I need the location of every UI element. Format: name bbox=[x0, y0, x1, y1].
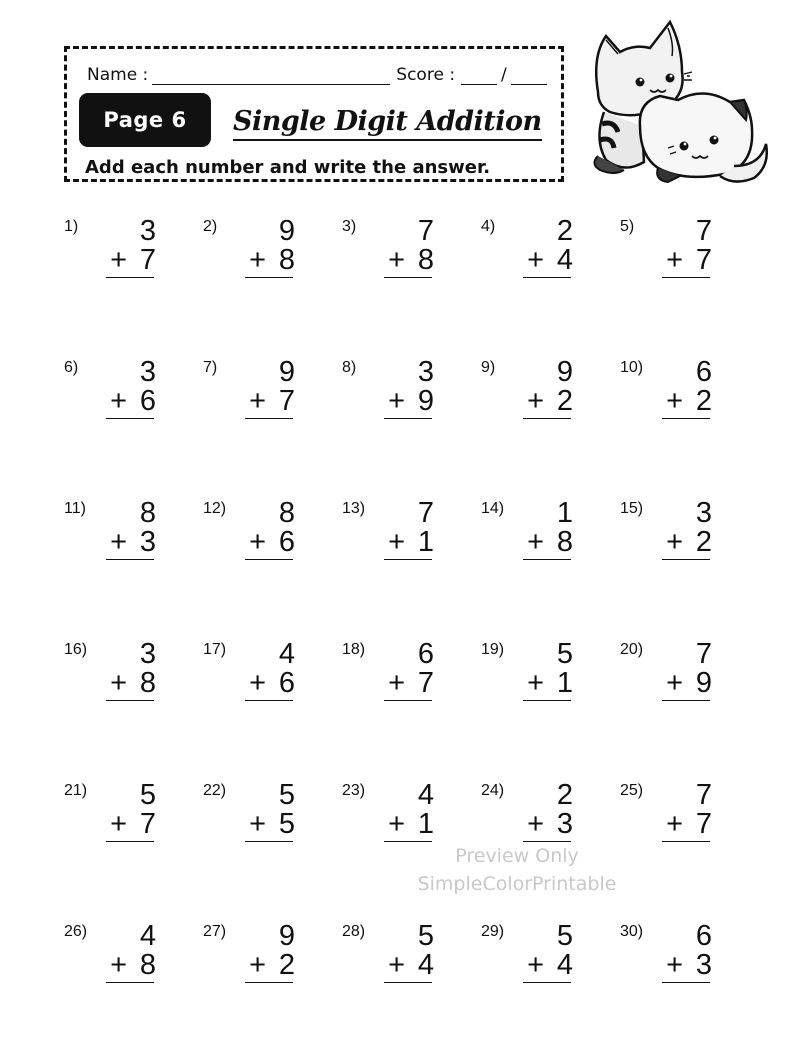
problem-number: 28) bbox=[342, 923, 366, 940]
plus-sign: + bbox=[388, 385, 405, 417]
name-blank[interactable] bbox=[152, 66, 390, 85]
answer-line[interactable] bbox=[662, 700, 710, 701]
addition-problem bbox=[481, 496, 621, 576]
score-slash: / bbox=[501, 65, 507, 85]
top-addend: 8 bbox=[278, 497, 295, 529]
problem-number: 21) bbox=[64, 782, 88, 799]
addition-problem bbox=[620, 919, 760, 999]
plus-sign: + bbox=[527, 526, 544, 558]
bottom-addend: 6 bbox=[278, 526, 295, 558]
problem-number: 24) bbox=[481, 782, 505, 799]
watermark-line-2: SimpleColorPrintable bbox=[417, 873, 617, 895]
plus-sign: + bbox=[527, 949, 544, 981]
addition-problem bbox=[203, 637, 343, 717]
plus-sign: + bbox=[666, 385, 683, 417]
score-total-blank[interactable] bbox=[511, 66, 547, 85]
answer-line[interactable] bbox=[523, 559, 571, 560]
bottom-addend: 7 bbox=[278, 385, 295, 417]
problem-number: 2) bbox=[203, 218, 218, 235]
score-label: Score : bbox=[396, 65, 456, 85]
addition-problem bbox=[481, 355, 621, 435]
addition-problem bbox=[64, 496, 204, 576]
instructions: Add each number and write the answer. bbox=[85, 157, 491, 178]
answer-line[interactable] bbox=[106, 841, 154, 842]
top-addend: 2 bbox=[556, 779, 573, 811]
addition-problem bbox=[64, 355, 204, 435]
plus-sign: + bbox=[666, 526, 683, 558]
top-addend: 3 bbox=[417, 356, 434, 388]
problem-number: 9) bbox=[481, 359, 496, 376]
top-addend: 3 bbox=[139, 638, 156, 670]
addition-problem bbox=[203, 496, 343, 576]
plus-sign: + bbox=[527, 667, 544, 699]
top-addend: 9 bbox=[278, 920, 295, 952]
answer-line[interactable] bbox=[662, 418, 710, 419]
top-addend: 4 bbox=[417, 779, 434, 811]
top-addend: 7 bbox=[417, 497, 434, 529]
plus-sign: + bbox=[527, 385, 544, 417]
top-addend: 9 bbox=[556, 356, 573, 388]
bottom-addend: 7 bbox=[139, 244, 156, 276]
bottom-addend: 4 bbox=[417, 949, 434, 981]
problem-number: 1) bbox=[64, 218, 79, 235]
bottom-addend: 5 bbox=[278, 808, 295, 840]
bottom-addend: 6 bbox=[278, 667, 295, 699]
answer-line[interactable] bbox=[523, 418, 571, 419]
addition-problem bbox=[481, 214, 621, 294]
bottom-addend: 8 bbox=[417, 244, 434, 276]
plus-sign: + bbox=[666, 949, 683, 981]
worksheet-title: Single Digit Addition bbox=[233, 105, 542, 141]
answer-line[interactable] bbox=[106, 418, 154, 419]
top-addend: 9 bbox=[278, 215, 295, 247]
answer-line[interactable] bbox=[106, 559, 154, 560]
problem-number: 6) bbox=[64, 359, 79, 376]
watermark-line-1: Preview Only bbox=[455, 845, 579, 867]
problem-number: 14) bbox=[481, 500, 505, 517]
addition-problem bbox=[342, 919, 482, 999]
answer-line[interactable] bbox=[662, 277, 710, 278]
addition-problem bbox=[342, 496, 482, 576]
top-addend: 6 bbox=[695, 356, 712, 388]
top-addend: 5 bbox=[139, 779, 156, 811]
top-addend: 7 bbox=[695, 215, 712, 247]
problem-number: 15) bbox=[620, 500, 644, 517]
bottom-addend: 8 bbox=[139, 949, 156, 981]
bottom-addend: 1 bbox=[417, 808, 434, 840]
top-addend: 3 bbox=[695, 497, 712, 529]
addition-problem bbox=[64, 214, 204, 294]
bottom-addend: 8 bbox=[278, 244, 295, 276]
answer-line[interactable] bbox=[106, 700, 154, 701]
cats-illustration bbox=[584, 16, 774, 186]
top-addend: 4 bbox=[278, 638, 295, 670]
addition-problem bbox=[64, 637, 204, 717]
top-addend: 3 bbox=[139, 356, 156, 388]
bottom-addend: 1 bbox=[556, 667, 573, 699]
plus-sign: + bbox=[666, 667, 683, 699]
answer-line[interactable] bbox=[384, 277, 432, 278]
problem-number: 17) bbox=[203, 641, 227, 658]
bottom-addend: 7 bbox=[139, 808, 156, 840]
bottom-addend: 2 bbox=[278, 949, 295, 981]
addition-problem bbox=[620, 637, 760, 717]
plus-sign: + bbox=[110, 526, 127, 558]
answer-line[interactable] bbox=[245, 277, 293, 278]
problem-number: 5) bbox=[620, 218, 635, 235]
top-addend: 8 bbox=[139, 497, 156, 529]
bottom-addend: 3 bbox=[139, 526, 156, 558]
top-addend: 7 bbox=[695, 779, 712, 811]
bottom-addend: 2 bbox=[695, 526, 712, 558]
problem-number: 22) bbox=[203, 782, 227, 799]
plus-sign: + bbox=[527, 808, 544, 840]
plus-sign: + bbox=[249, 667, 266, 699]
addition-problem bbox=[481, 637, 621, 717]
addition-problem bbox=[64, 778, 204, 858]
plus-sign: + bbox=[249, 244, 266, 276]
addition-problem bbox=[620, 214, 760, 294]
plus-sign: + bbox=[110, 385, 127, 417]
top-addend: 9 bbox=[278, 356, 295, 388]
answer-line[interactable] bbox=[523, 982, 571, 983]
problem-number: 25) bbox=[620, 782, 644, 799]
plus-sign: + bbox=[110, 667, 127, 699]
top-addend: 4 bbox=[139, 920, 156, 952]
plus-sign: + bbox=[249, 385, 266, 417]
addition-problem bbox=[203, 778, 343, 858]
bottom-addend: 7 bbox=[417, 667, 434, 699]
answer-line[interactable] bbox=[245, 418, 293, 419]
addition-problem bbox=[481, 919, 621, 999]
top-addend: 1 bbox=[556, 497, 573, 529]
problem-number: 4) bbox=[481, 218, 496, 235]
bottom-addend: 7 bbox=[695, 244, 712, 276]
name-score-row bbox=[87, 65, 547, 85]
answer-line[interactable] bbox=[662, 982, 710, 983]
top-addend: 6 bbox=[417, 638, 434, 670]
problem-number: 23) bbox=[342, 782, 366, 799]
addition-problem bbox=[620, 778, 760, 858]
top-addend: 2 bbox=[556, 215, 573, 247]
bottom-addend: 1 bbox=[417, 526, 434, 558]
plus-sign: + bbox=[110, 244, 127, 276]
problem-number: 16) bbox=[64, 641, 88, 658]
plus-sign: + bbox=[388, 808, 405, 840]
bottom-addend: 8 bbox=[139, 667, 156, 699]
addition-problem bbox=[342, 214, 482, 294]
problem-number: 27) bbox=[203, 923, 227, 940]
bottom-addend: 4 bbox=[556, 949, 573, 981]
answer-line[interactable] bbox=[662, 841, 710, 842]
plus-sign: + bbox=[388, 244, 405, 276]
plus-sign: + bbox=[527, 244, 544, 276]
bottom-addend: 2 bbox=[695, 385, 712, 417]
answer-line[interactable] bbox=[245, 841, 293, 842]
problem-number: 20) bbox=[620, 641, 644, 658]
answer-line[interactable] bbox=[245, 700, 293, 701]
bottom-addend: 2 bbox=[556, 385, 573, 417]
addition-problem bbox=[203, 355, 343, 435]
problem-number: 13) bbox=[342, 500, 366, 517]
bottom-addend: 4 bbox=[556, 244, 573, 276]
problem-number: 18) bbox=[342, 641, 366, 658]
problem-number: 19) bbox=[481, 641, 505, 658]
answer-line[interactable] bbox=[384, 700, 432, 701]
bottom-addend: 8 bbox=[556, 526, 573, 558]
problem-number: 12) bbox=[203, 500, 227, 517]
top-addend: 3 bbox=[139, 215, 156, 247]
answer-line[interactable] bbox=[245, 559, 293, 560]
page-badge: Page 6 bbox=[79, 93, 211, 147]
addition-problem bbox=[342, 355, 482, 435]
plus-sign: + bbox=[388, 949, 405, 981]
watermark bbox=[404, 842, 630, 898]
problem-number: 8) bbox=[342, 359, 357, 376]
answer-line[interactable] bbox=[106, 982, 154, 983]
bottom-addend: 7 bbox=[695, 808, 712, 840]
plus-sign: + bbox=[249, 526, 266, 558]
answer-line[interactable] bbox=[384, 418, 432, 419]
problem-number: 26) bbox=[64, 923, 88, 940]
plus-sign: + bbox=[110, 808, 127, 840]
answer-line[interactable] bbox=[384, 982, 432, 983]
answer-line[interactable] bbox=[523, 700, 571, 701]
problem-number: 7) bbox=[203, 359, 218, 376]
addition-problem bbox=[620, 496, 760, 576]
problem-number: 11) bbox=[64, 500, 86, 517]
plus-sign: + bbox=[388, 667, 405, 699]
bottom-addend: 3 bbox=[695, 949, 712, 981]
top-addend: 6 bbox=[695, 920, 712, 952]
bottom-addend: 6 bbox=[139, 385, 156, 417]
plus-sign: + bbox=[388, 526, 405, 558]
answer-line[interactable] bbox=[523, 277, 571, 278]
addition-problem bbox=[203, 919, 343, 999]
addition-problem bbox=[342, 637, 482, 717]
addition-problem bbox=[620, 355, 760, 435]
worksheet-header bbox=[64, 46, 564, 182]
addition-problem bbox=[203, 214, 343, 294]
top-addend: 5 bbox=[278, 779, 295, 811]
problem-number: 30) bbox=[620, 923, 644, 940]
plus-sign: + bbox=[666, 244, 683, 276]
plus-sign: + bbox=[110, 949, 127, 981]
top-addend: 7 bbox=[417, 215, 434, 247]
problem-number: 10) bbox=[620, 359, 644, 376]
problem-number: 3) bbox=[342, 218, 357, 235]
bottom-addend: 9 bbox=[417, 385, 434, 417]
answer-line[interactable] bbox=[245, 982, 293, 983]
score-blank[interactable] bbox=[461, 66, 497, 85]
plus-sign: + bbox=[666, 808, 683, 840]
answer-line[interactable] bbox=[662, 559, 710, 560]
top-addend: 5 bbox=[556, 920, 573, 952]
bottom-addend: 9 bbox=[695, 667, 712, 699]
answer-line[interactable] bbox=[384, 559, 432, 560]
answer-line[interactable] bbox=[106, 277, 154, 278]
plus-sign: + bbox=[249, 808, 266, 840]
problem-number: 29) bbox=[481, 923, 505, 940]
top-addend: 5 bbox=[556, 638, 573, 670]
addition-problem bbox=[64, 919, 204, 999]
top-addend: 7 bbox=[695, 638, 712, 670]
plus-sign: + bbox=[249, 949, 266, 981]
name-label: Name : bbox=[87, 65, 149, 85]
bottom-addend: 3 bbox=[556, 808, 573, 840]
top-addend: 5 bbox=[417, 920, 434, 952]
